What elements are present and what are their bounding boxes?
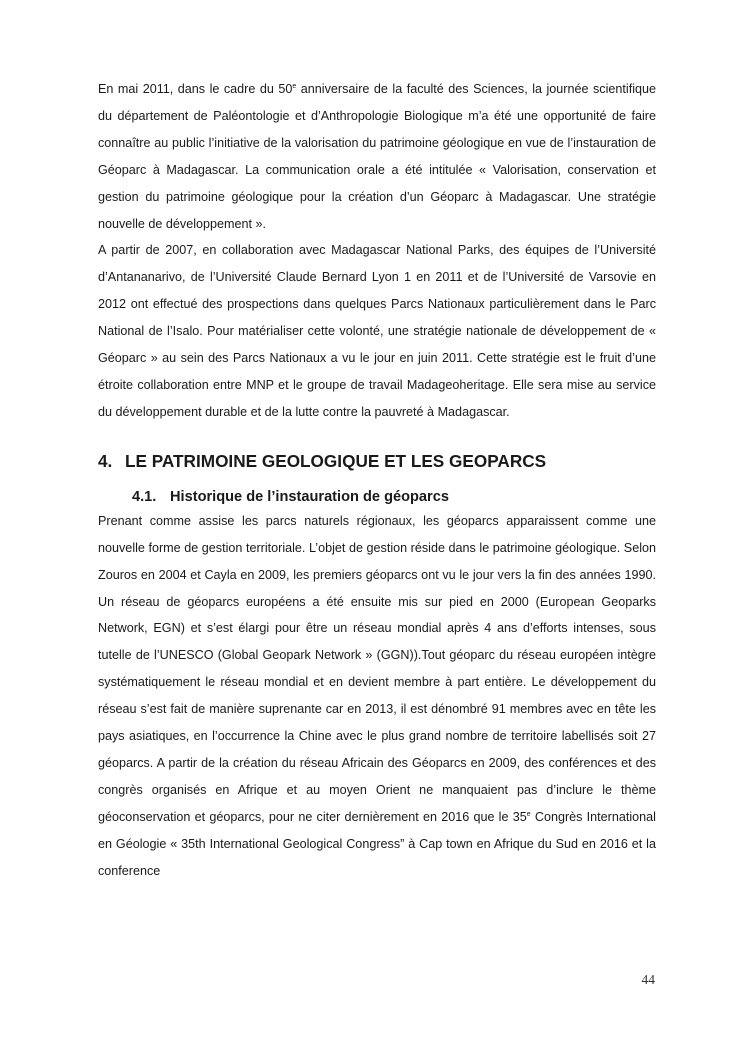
subsection-title: Historique de l’instauration de géoparcs [170, 488, 449, 505]
section-number: 4. [98, 450, 113, 471]
subsection-number: 4.1. [132, 488, 157, 505]
page-number: 44 [641, 972, 655, 987]
paragraph-geoparks-text-a: Prenant comme assise les parcs naturels régionaux, les géoparcs apparaissent comme une nouvelle forme de gestion territoriale. L’objet de gestion réside dans le patrimoine géologique. Selon Zouros en 2004 et Cayla en 2009, les premiers géoparcs ont vu le jour vers la fin des années 1990. Un réseau de géoparcs européens a été ensuite mis sur pied en 2000 (European Geoparks Network, EGN) et s’est élargi pour être un réseau mondial après 4 ans d’efforts intenses, sous tutelle de l’UNESCO (Global Geopark Network » (GGN)).Tout géoparc du réseau européen intègre systématiquement le réseau mondial et en devient membre à part entière. Le développement du réseau s’est fait de manière suprenante car en 2013, il est dénombré 91 membres avec en tête les pays asiatiques, en l’occurrence la Chine avec le plus grand nombre de territoire labellisés soit 27 géoparcs. A partir de la création du réseau Africain des Géoparcs en 2009, des conférences et des congrès organisés en Afrique et au moyen Orient ne manquaient pas d’inclure le thème géoconservation et géoparcs, pour ne citer dernièrement en 2016 que le 35 [98, 513, 656, 824]
paragraph-collaboration: A partir de 2007, en collaboration avec Madagascar National Parks, des équipes de l’Université d’Antananarivo, de l’Université Claude Bernard Lyon 1 en 2011 et de l’Université de Varsovie en 2012 ont effectué des prospections dans quelques Parcs Nationaux particulièrement dans le Parc National de l’Isalo. Pour matérialiser cette volonté, une stratégie nationale de développement de « Géoparc » au sein des Parcs Nationaux a vu le jour en juin 2011. Cette stratégie est le fruit d’une étroite collaboration entre MNP et le groupe de travail Madageoheritage. Elle sera mise au service du développement durable et de la lutte contre la pauvreté à Madagascar. [98, 243, 656, 419]
superscript-e: e [292, 83, 297, 90]
superscript-e: e [526, 810, 531, 818]
paragraph-geoparks-history [98, 508, 656, 885]
subsection-heading [132, 486, 656, 508]
paragraph-geoparks-text-b: Congrès International en Géologie « 35th International Geological Congress” à Cap town en Afrique du Sud en 2016 et la conference [98, 809, 656, 878]
section-heading [98, 449, 656, 473]
section-title: LE PATRIMOINE GEOLOGIQUE ET LES GEOPARCS [125, 450, 547, 471]
document-page [98, 76, 656, 884]
paragraph-anniversary-text-b: anniversaire de la faculté des Sciences, la journée scientifique du département de Paléontologie et d’Anthropologie Biologique m’a été une opportunité de faire connaître au public l’initiative de la valorisation du patrimoine géologique en vue de l’instauration de Géoparc à Madagascar. La communication orale a été intitulée « Valorisation, conservation et gestion du patrimoine géologique pour la création d’un Géoparc à Madagascar. Une stratégie nouvelle de développement ». [98, 82, 657, 231]
paragraph-anniversary-text-a: En mai 2011, dans le cadre du 50 [98, 82, 293, 96]
paragraph-anniversary [98, 76, 656, 237]
